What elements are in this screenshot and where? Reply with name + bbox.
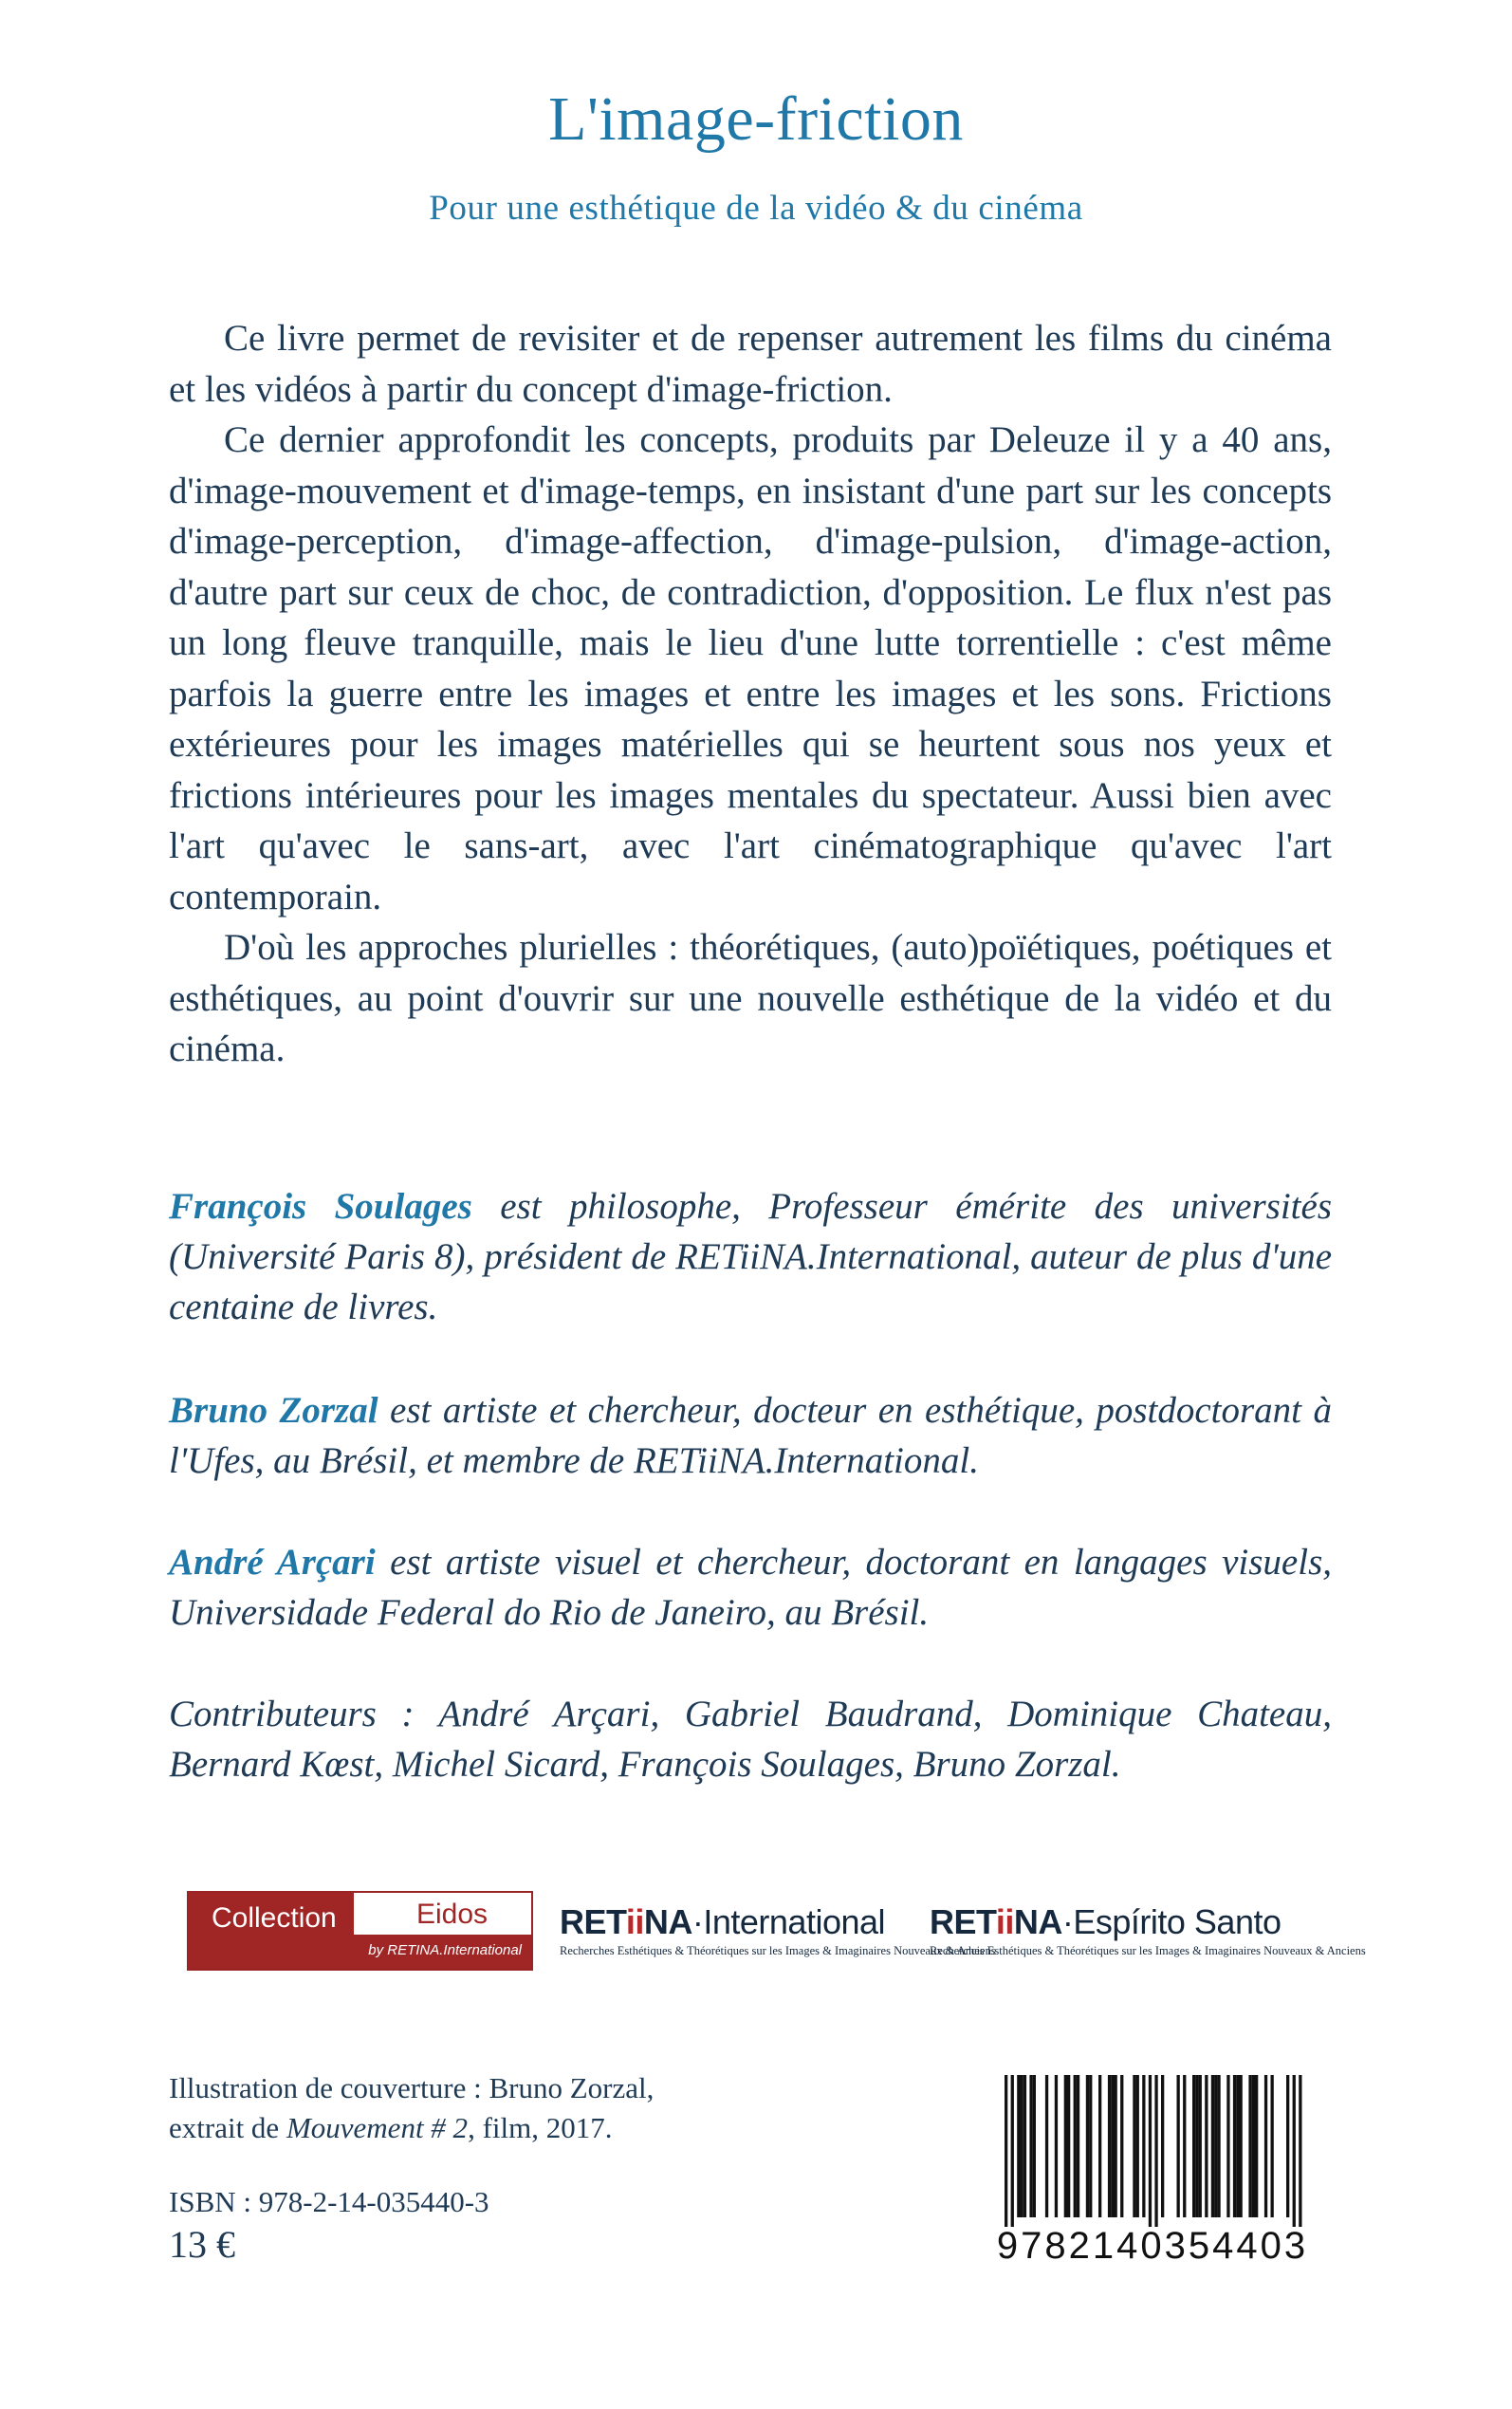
barcode-bar [1021, 2075, 1023, 2217]
retina-prefix: RET [560, 1902, 626, 1941]
collection-label-block [189, 1893, 354, 1969]
barcode-bar [1064, 2075, 1067, 2217]
retina-wordmark [930, 1902, 1366, 1942]
barcode-digits: 9782140354403 [996, 2225, 1309, 2267]
illustration-work-title: Mouvement # 2 [286, 2111, 469, 2144]
book-subtitle: Pour une esthétique de la vidéo & du cinéma [429, 189, 1083, 228]
barcode-bar [1183, 2075, 1186, 2217]
contributors: Contributeurs : André Arçari, Gabriel Baudrand, Dominique Chateau, Bernard Kœst, Michel Sicard, François Soulages, Bruno Zorzal. [169, 1694, 1332, 1785]
barcode-bar [1240, 2075, 1243, 2217]
author-bio-text: est artiste visuel et chercheur, doctorant en langages visuels, Universidade Federal do Rio de Janeiro, au Brésil. [169, 1542, 1332, 1633]
barcode-bar [1142, 2075, 1145, 2217]
barcode-bar [1271, 2075, 1274, 2217]
barcode-bar [1226, 2075, 1229, 2217]
barcode-bar [1252, 2075, 1255, 2217]
barcode-bar [1161, 2075, 1164, 2217]
barcode-bar [1115, 2075, 1117, 2217]
retina-suffix: ·International [691, 1902, 886, 1941]
barcode-bar [1055, 2075, 1058, 2217]
barcode-bar [1264, 2075, 1267, 2217]
barcode-bar [1236, 2075, 1239, 2217]
barcode-bar [1214, 2075, 1217, 2217]
author-bio [169, 1385, 1332, 1486]
author-name: Bruno Zorzal [169, 1390, 378, 1431]
retina-tagline: Recherches Esthétiques & Théorétiques sur les Images & Imaginaires Nouveaux & Anciens [560, 1944, 996, 1957]
author-bio [169, 1537, 1332, 1638]
barcode-bar [1299, 2075, 1301, 2227]
barcode-bar [1098, 2075, 1101, 2217]
barcode-bar [1286, 2075, 1289, 2217]
barcode [991, 2075, 1314, 2284]
author-bio-text: est philosophe, Professeur émérite des universités (Université Paris 8), président de RETiiNA.International, auteur de plus d'une centaine de livres. [169, 1186, 1333, 1327]
retina-prefix: RET [930, 1902, 996, 1941]
blurb [169, 313, 1332, 1075]
barcode-bar [1120, 2075, 1123, 2217]
barcode-bar [1108, 2075, 1111, 2217]
collection-eidos-logo [187, 1891, 533, 1971]
barcode-bar [1111, 2075, 1114, 2217]
illustration-prefix: extrait de [169, 2111, 286, 2144]
barcode-bar [1074, 2075, 1077, 2217]
retina-tagline: Recherches Esthétiques & Théorétiques sur les Images & Imaginaires Nouveaux & Anciens [930, 1944, 1366, 1957]
barcode-bars [991, 2075, 1314, 2227]
blurb-paragraph: Ce livre permet de revisiter et de repenser autrement les films du cinéma et les vidéos à partir du concept d'image-friction. [169, 318, 1332, 410]
barcode-bar [1211, 2075, 1214, 2217]
illustration-credit-line1: Illustration de couverture : Bruno Zorzal, [169, 2071, 655, 2104]
retina-ii: ii [625, 1902, 644, 1941]
barcode-bar [1029, 2075, 1032, 2217]
blurb-paragraph: Ce dernier approfondit les concepts, produits par Deleuze il y a 40 ans, d'image-mouvement et d'image-temps, en insistant d'une part sur les concepts d'image-perception, d'image-affection, d'image-pulsion, d'image-action, d'autre part sur ceux de choc, de contradiction, d'opposition. Le flux n'est pas un long fleuve tranquille, mais le lieu d'une lutte torrentielle : c'est même parfois la guerre entre les images et entre les images et les sons. Frictions extérieures pour les images matérielles qui se heurtent sous nos yeux et frictions intérieures pour les images mentales du spectateur. Aussi bien avec l'art qu'avec le sans-art, avec l'art cinématographique qu'avec l'art contemporain. [169, 419, 1332, 917]
barcode-bar [1149, 2075, 1152, 2227]
author-name: André Arçari [169, 1542, 376, 1583]
barcode-bar [1136, 2075, 1139, 2217]
barcode-bar [1023, 2075, 1026, 2217]
book-title: L'image-friction [548, 84, 964, 154]
barcode-bar [1154, 2075, 1157, 2227]
barcode-bar [1205, 2075, 1208, 2217]
barcode-bar [1248, 2075, 1251, 2217]
barcode-bar [1067, 2075, 1070, 2217]
barcode-bar [1195, 2075, 1198, 2217]
retina-suffix: ·Espírito Santo [1061, 1902, 1282, 1941]
author-bio [169, 1181, 1332, 1332]
illustration-credit-line2 [169, 2108, 612, 2148]
retina-na: NA [1013, 1902, 1062, 1941]
barcode-bar [1255, 2075, 1258, 2217]
barcode-bar [1217, 2075, 1220, 2217]
barcode-bar [1017, 2075, 1020, 2217]
barcode-bar [1089, 2075, 1092, 2217]
price: 13 € [169, 2223, 235, 2266]
retina-na: NA [643, 1902, 692, 1941]
illustration-suffix: , film, 2017. [468, 2111, 613, 2144]
barcode-bar [1177, 2075, 1180, 2217]
barcode-bar [1233, 2075, 1236, 2217]
author-bio-text: est artiste et chercheur, docteur en esthétique, postdoctorant à l'Ufes, au Brésil, et membre de RETiiNA.International. [169, 1390, 1332, 1481]
barcode-bar [1033, 2075, 1036, 2217]
author-name: François Soulages [169, 1186, 472, 1227]
collection-byline: by RETINA.International [368, 1942, 522, 1958]
barcode-bar [1199, 2075, 1202, 2217]
collection-name: Eidos [416, 1899, 489, 1930]
blurb-paragraph: D'où les approches plurielles : théorétiques, (auto)poïétiques, poétiques et esthétiques, au point d'ouvrir sur une nouvelle esthétique de la vidéo et du cinéma. [169, 927, 1332, 1069]
barcode-bar [1077, 2075, 1079, 2217]
barcode-bar [1005, 2075, 1007, 2227]
retina-espirito-santo-logo [930, 1902, 1366, 1958]
retina-ii: ii [995, 1902, 1014, 1941]
isbn: ISBN : 978-2-14-035440-3 [169, 2185, 489, 2218]
barcode-bar [1192, 2075, 1195, 2217]
barcode-bar [1045, 2075, 1048, 2217]
barcode-bar [1086, 2075, 1089, 2217]
barcode-bar [1011, 2075, 1014, 2227]
barcode-bar [1293, 2075, 1296, 2227]
collection-label: Collection [212, 1902, 337, 1934]
barcode-bar [1133, 2075, 1135, 2217]
